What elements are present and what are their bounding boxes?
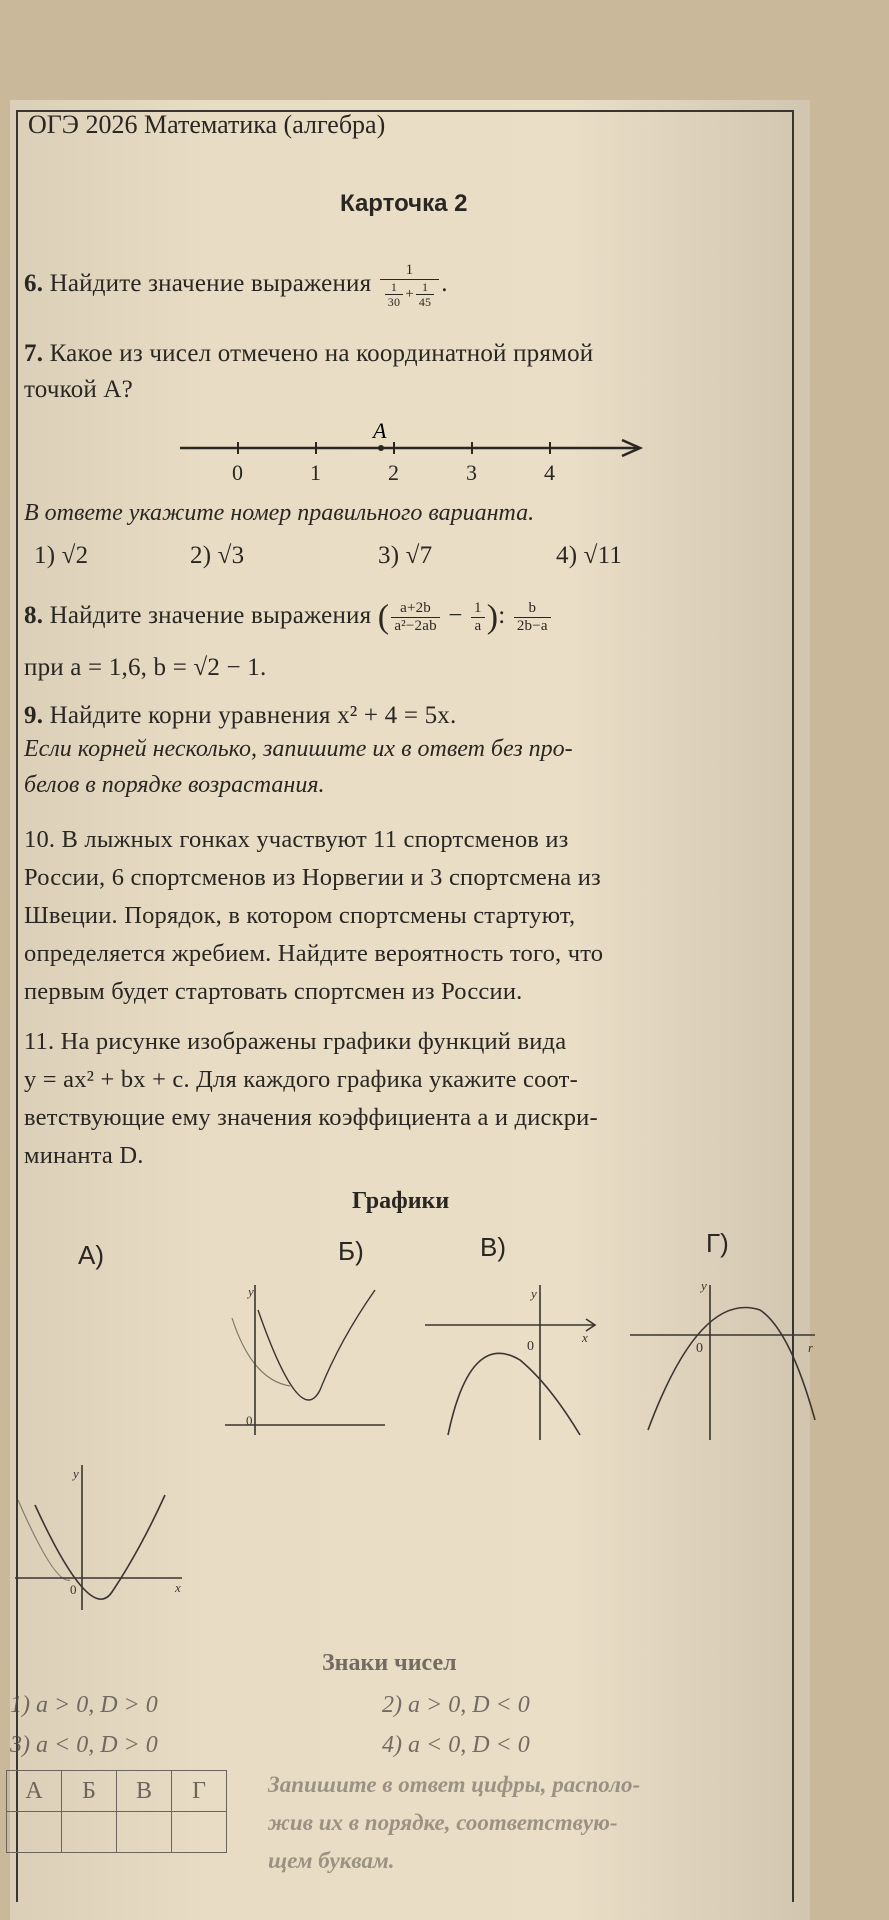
q10-line1: 10. В лыжных гонках участвуют 11 спортсменов из xyxy=(24,826,569,853)
number-line-tick-label: 3 xyxy=(466,460,477,485)
q8-fraction-3 xyxy=(514,600,551,635)
graph-label-b: Б) xyxy=(338,1236,364,1266)
q8-number: 8. xyxy=(24,602,44,629)
svg-text:x: x xyxy=(175,1580,181,1595)
graph-d-curve-faint xyxy=(18,1500,70,1580)
answer-header-b: Б xyxy=(62,1771,117,1812)
q7-option-1: 1) √2 xyxy=(34,542,89,569)
svg-text:y: y xyxy=(248,1284,254,1299)
graph-a-curve-faint xyxy=(232,1318,290,1386)
sign-option-1: 1) a > 0, D > 0 xyxy=(10,1692,158,1718)
svg-text:y: y xyxy=(73,1466,79,1481)
q8-paren-open: ( xyxy=(377,598,390,636)
q9-number: 9. xyxy=(24,702,44,729)
graphs-title: Графики xyxy=(352,1188,450,1214)
answer-header-a: А xyxy=(7,1771,62,1812)
graph-a-parabola xyxy=(258,1290,375,1400)
q11-line3: ветствующие ему значения коэффициента a и дискри- xyxy=(24,1104,598,1131)
answer-note-line1: Запишите в ответ цифры, располо- xyxy=(268,1772,641,1797)
q6-inner-a-den: 30 xyxy=(387,295,401,309)
q8-minus: − xyxy=(448,602,463,629)
q7-instruction: В ответе укажите номер правильного варианта. xyxy=(24,500,535,526)
q7-number: 7. xyxy=(24,340,44,367)
answer-table-input-row xyxy=(7,1812,227,1853)
q6-period: . xyxy=(441,270,448,298)
graph-b xyxy=(425,1285,595,1440)
q8-fraction-1 xyxy=(391,600,439,635)
q11-line1: 11. На рисунке изображены графики функций вида xyxy=(24,1028,567,1055)
q6-inner-b-den: 45 xyxy=(418,295,432,309)
signs-title: Знаки чисел xyxy=(322,1650,457,1676)
point-a-label: A xyxy=(373,418,387,443)
number-line-tick-label: 4 xyxy=(544,460,555,485)
q8-f2-den: a xyxy=(474,617,482,634)
answer-cell-b[interactable] xyxy=(62,1812,117,1853)
q8-f3-num: b xyxy=(514,600,551,618)
answer-header-c: В xyxy=(117,1771,172,1812)
number-line-tick-label: 0 xyxy=(232,460,243,485)
graph-d-parabola xyxy=(35,1495,165,1599)
answer-note-line3: щем буквам. xyxy=(268,1848,395,1873)
svg-text:0: 0 xyxy=(70,1582,77,1597)
card-title: Карточка 2 xyxy=(340,190,468,217)
graph-b-parabola xyxy=(448,1353,580,1435)
answer-table-header-row xyxy=(7,1771,227,1812)
svg-text:r: r xyxy=(808,1340,814,1355)
q8-f1-den: a²−2ab xyxy=(394,617,437,634)
q10-line5: первым будет стартовать спортсмен из России. xyxy=(24,978,523,1005)
number-line-tick-label: 1 xyxy=(310,460,321,485)
q7-option-4: 4) √11 xyxy=(556,542,623,569)
q6-number: 6. xyxy=(24,270,44,298)
q8-f1-num: a+2b xyxy=(391,600,439,618)
q8-f3-den: 2b−a xyxy=(516,617,548,634)
q9-text: Найдите корни уравнения x² + 4 = 5x. xyxy=(49,702,457,729)
svg-text:y: y xyxy=(531,1286,537,1301)
q7-option-2: 2) √3 xyxy=(190,542,245,569)
number-line xyxy=(180,418,640,485)
svg-text:0: 0 xyxy=(246,1413,253,1428)
svg-text:x: x xyxy=(582,1330,588,1345)
svg-text:y: y xyxy=(701,1278,707,1293)
graph-a xyxy=(225,1284,385,1435)
answer-cell-d[interactable] xyxy=(172,1812,227,1853)
q10-line2: России, 6 спортсменов из Норвегии и 3 спортсмена из xyxy=(24,864,601,891)
q6-inner-a-num: 1 xyxy=(385,280,403,295)
q8-f2-num: 1 xyxy=(471,600,485,618)
answer-cell-c[interactable] xyxy=(117,1812,172,1853)
q7-text-line1: Какое из чисел отмечено на координатной прямой xyxy=(49,340,594,367)
answer-table xyxy=(6,1770,227,1853)
q6-inner-b-num: 1 xyxy=(416,280,434,295)
answer-note-line2: жив их в порядке, соответствую- xyxy=(268,1810,618,1835)
q6-frac-num: 1 xyxy=(380,262,439,280)
graph-d xyxy=(15,1465,182,1610)
graph-label-c: В) xyxy=(480,1232,506,1262)
point-a-marker xyxy=(378,445,384,451)
q8-line2: при a = 1,6, b = √2 − 1. xyxy=(24,654,267,681)
graph-label-d: Г) xyxy=(706,1228,729,1258)
answer-header-d: Г xyxy=(172,1771,227,1812)
graph-label-a: А) xyxy=(78,1240,104,1270)
q8-colon: : xyxy=(498,602,506,629)
q6-text: Найдите значение выражения xyxy=(49,270,372,298)
answer-cell-a[interactable] xyxy=(7,1812,62,1853)
q10-line4: определяется жребием. Найдите вероятность того, что xyxy=(24,940,604,967)
sign-option-2: 2) a > 0, D < 0 xyxy=(382,1692,530,1718)
graph-c xyxy=(630,1278,815,1440)
question-8 xyxy=(24,598,553,635)
number-line-tick-label: 2 xyxy=(388,460,399,485)
q9-note-line1: Если корней несколько, запишите их в ответ без про- xyxy=(24,736,573,762)
svg-text:0: 0 xyxy=(696,1341,703,1356)
exam-header: ОГЭ 2026 Математика (алгебра) xyxy=(28,110,386,139)
svg-text:0: 0 xyxy=(527,1339,534,1354)
sign-option-3: 3) a < 0, D > 0 xyxy=(10,1732,158,1758)
graph-c-parabola xyxy=(648,1308,815,1431)
q10-line3: Швеции. Порядок, в котором спортсмены стартуют, xyxy=(24,902,576,929)
q8-text: Найдите значение выражения xyxy=(49,602,372,629)
q7-option-3: 3) √7 xyxy=(378,542,433,569)
q6-plus: + xyxy=(405,285,414,302)
q11-line4: минанта D. xyxy=(24,1142,144,1169)
q8-fraction-2 xyxy=(471,600,485,635)
q11-line2: y = ax² + bx + c. Для каждого графика укажите соот- xyxy=(24,1066,578,1093)
q9-note-line2: белов в порядке возрастания. xyxy=(24,772,325,798)
q8-paren-close: ) xyxy=(486,598,499,636)
question-9 xyxy=(24,698,456,734)
sign-option-4: 4) a < 0, D < 0 xyxy=(382,1732,530,1758)
question-7-line2: точкой A? xyxy=(24,376,133,403)
